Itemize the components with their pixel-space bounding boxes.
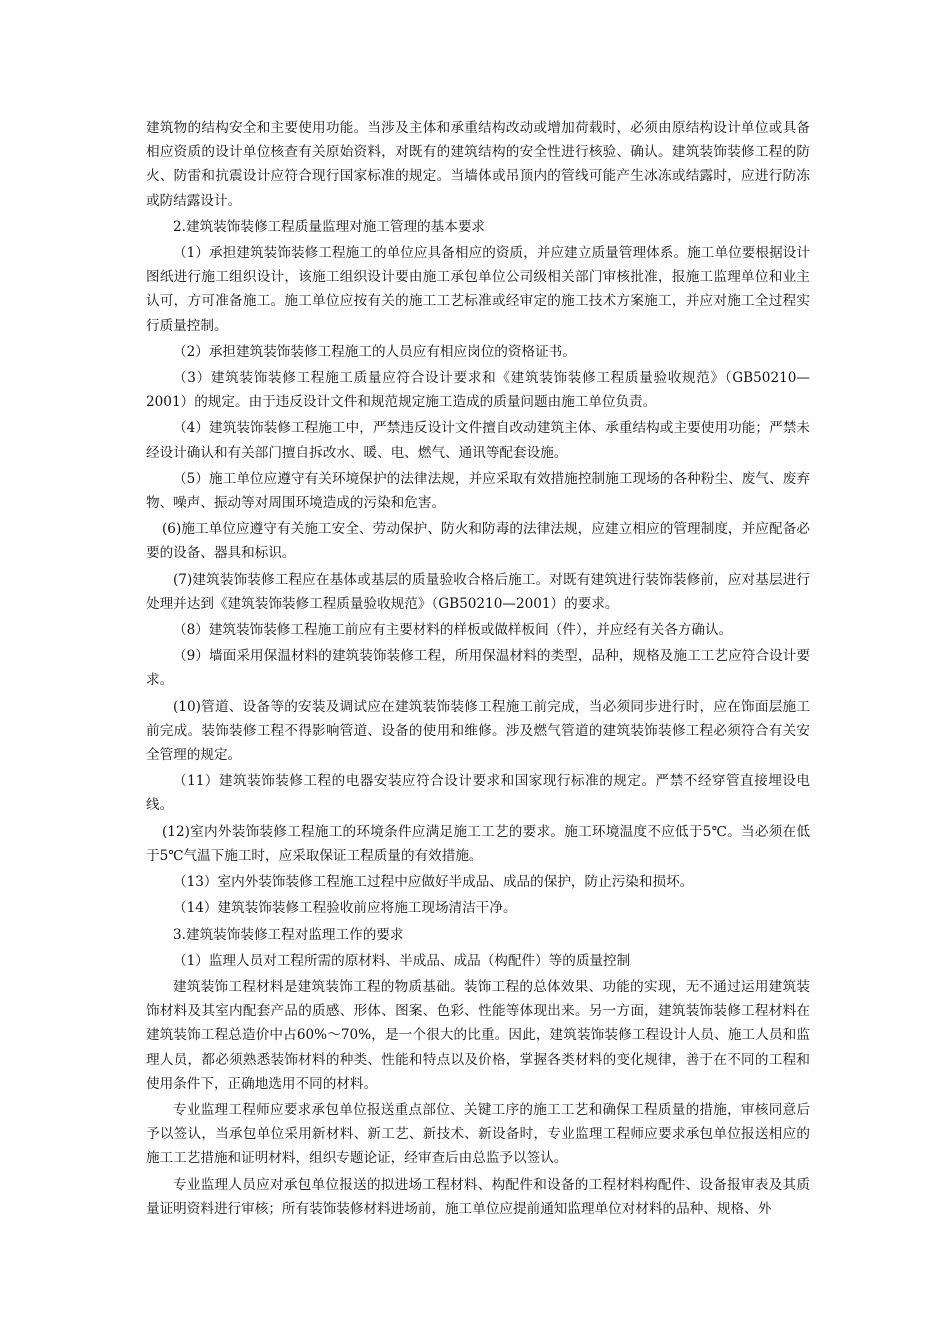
- body-paragraph: （3）建筑装饰装修工程施工质量应符合设计要求和《建筑装饰装修工程质量验收规范》（GB50210—2001）的规定。由于违反设计文件和规范规定施工造成的质量问题由施工单位负责。: [146, 370, 810, 411]
- body-paragraph: 3.建筑装饰装修工程对监理工作的要求: [173, 926, 404, 943]
- body-paragraph: （13）室内外装饰装修工程施工过程中应做好半成品、成品的保护，防止污染和损坏。: [173, 874, 694, 891]
- body-paragraph: (6)施工单位应遵守有关施工安全、劳动保护、防火和防毒的法律法规，应建立相应的管理制度，并应配备必要的设备、器具和标识。: [146, 521, 810, 562]
- body-paragraph: 专业监理人员应对承包单位报送的拟进场工程材料、构配件和设备的工程材料构配件、设备报审表及其质量证明资料进行审核；所有装饰装修材料进场前，施工单位应提前通知监理单位对材料的品种、规格、外: [146, 1176, 810, 1217]
- body-paragraph: （8）建筑装饰装修工程施工前应有主要材料的样板或做样板间（件），并应经有关各方确认。: [173, 622, 733, 639]
- body-paragraph: 建筑物的结构安全和主要使用功能。当涉及主体和承重结构改动或增加荷载时，必须由原结构设计单位或具备相应资质的设计单位核查有关原始资料，对既有的建筑结构的安全性进行核验、确认。建筑装饰装修工程的防火、防雷和抗震设计应符合现行国家标准的规定。当墙体或吊顶内的管线可能产生冰冻或结露时，应进行防冻或防结露设计。: [146, 120, 810, 209]
- body-paragraph: （1）承担建筑装饰装修工程施工的单位应具备相应的资质，并应建立质量管理体系。施工单位要根据设计图纸进行施工组织设计，该施工组织设计要由施工承包单位公司级相关部门审核批准，报施工监理单位和业主认可，方可准备施工。施工单位应按有关的施工工艺标准或经审定的施工技术方案施工，并应对施工全过程实行质量控制。: [146, 245, 810, 334]
- body-paragraph: 专业监理工程师应要求承包单位报送重点部位、关键工序的施工工艺和确保工程质量的措施，审核同意后予以签认，当承包单位采用新材料、新工艺、新技术、新设备时，专业监理工程师应要求承包单位报送相应的施工工艺措施和证明材料，组织专题论证，经审查后由总监予以签认。: [146, 1101, 810, 1167]
- document-body: [146, 116, 810, 1223]
- body-paragraph: （5）施工单位应遵守有关环境保护的法律法规，并应采取有效措施控制施工现场的各种粉尘、废气、废弃物、噪声、振动等对周围环境造成的污染和危害。: [146, 470, 810, 512]
- body-paragraph: （11）建筑装饰装修工程的电器安装应符合设计要求和国家现行标准的规定。严禁不经穿管直接埋设电线。: [146, 773, 810, 814]
- body-paragraph: （4）建筑装饰装修工程施工中，严禁违反设计文件擅自改动建筑主体、承重结构或主要使用功能；严禁未经设计确认和有关部门擅自拆改水、暖、电、燃气、通讯等配套设施。: [146, 420, 810, 461]
- body-paragraph: （1）监理人员对工程所需的原材料、半成品、成品（构配件）等的质量控制: [173, 952, 631, 969]
- body-paragraph: (10)管道、设备等的安装及调试应在建筑装饰装修工程施工前完成，当必须同步进行时，应在饰面层施工前完成。装饰装修工程不得影响管道、设备的使用和维修。涉及燃气管道的建筑装饰装修工程必须符合有关安全管理的规定。: [146, 698, 810, 764]
- body-paragraph: (12)室内外装饰装修工程施工的环境条件应满足施工工艺的要求。施工环境温度不应低于5℃。当必须在低于5℃气温下施工时，应采取保证工程质量的有效措施。: [146, 823, 810, 864]
- body-paragraph: （14）建筑装饰装修工程验收前应将施工现场清洁干净。: [173, 900, 517, 917]
- body-paragraph: （9）墙面采用保温材料的建筑装饰装修工程，所用保温材料的类型，品种，规格及施工工艺应符合设计要求。: [146, 648, 810, 689]
- body-paragraph: 建筑装饰工程材料是建筑装饰工程的物质基础。装饰工程的总体效果、功能的实现，无不通过运用建筑装饰材料及其室内配套产品的质感、形体、图案、色彩、性能等体现出来。另一方面，建筑装饰装修工程材料在建筑装饰工程总造价中占60%～70%，是一个很大的比重。因此，建筑装饰装修工程设计人员、施工人员和监理人员，都必须熟悉装饰材料的种类、性能和特点以及价格，掌握各类材料的变化规律，善于在不同的工程和使用条件下，正确地选用不同的材料。: [146, 978, 810, 1092]
- body-paragraph: 2.建筑装饰装修工程质量监理对施工管理的基本要求: [173, 218, 486, 235]
- body-paragraph: （2）承担建筑装饰装修工程施工的人员应有相应岗位的资格证书。: [173, 343, 576, 360]
- body-paragraph: (7)建筑装饰装修工程应在基体或基层的质量验收合格后施工。对既有建筑进行装饰装修前，应对基层进行处理并达到《建筑装饰装修工程质量验收规范》（GB50210—2001）的要求。: [146, 571, 810, 612]
